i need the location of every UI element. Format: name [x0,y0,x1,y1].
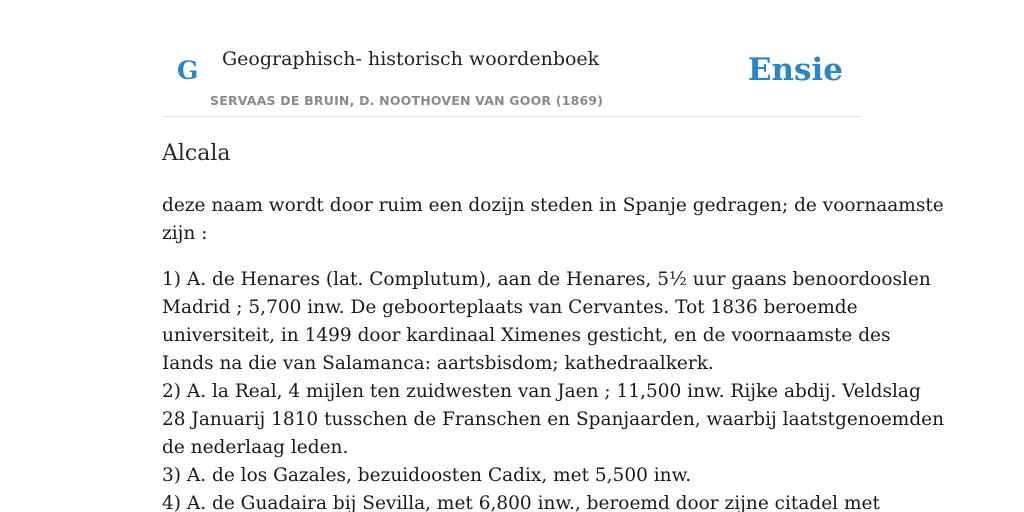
text-line: 28 Januarij 1810 tusschen de Franschen en Spanjaarden, waarbij laatstgenoemden [162,409,945,430]
text-line: 4) A. de Guadaira bij Sevilla, met 6,800 inw., beroemd door zijne citadel met [162,493,880,512]
text-line: 1) A. de Henares (lat. Complutum), aan de Henares, 5½ uur gaans benoordooslen [162,269,931,290]
ensie-logo[interactable]: Ensie [747,52,843,88]
text-line: 2) A. la Real, 4 mijlen ten zuidwesten van Jaen ; 11,500 inw. Rijke abdij. Veldslag [162,381,921,402]
entry-intro [162,192,944,248]
text-line: de nederlaag leden. [162,437,349,458]
text-line: Iands na die van Salamanca: aartsbisdom; kathedraalkerk. [162,353,714,374]
header [162,0,862,117]
text-line: Madrid ; 5,700 inw. De geboorteplaats van Cervantes. Tot 1836 beroemde [162,297,858,318]
text-line: universiteit, in 1499 door kardinaal Ximenes gesticht, en de voornaamste des [162,325,891,346]
entry-content [162,138,945,512]
text-line: 3) A. de los Gazales, bezuidoosten Cadix, met 5,500 inw. [162,465,692,486]
text-line: zijn : [162,223,208,244]
text-line: deze naam wordt door ruim een dozijn steden in Spanje gedragen; de voornaamste [162,195,944,216]
entry-title: Alcala [162,141,231,166]
book-logo[interactable]: G [177,56,199,85]
book-title-link[interactable]: Geographisch- historisch woordenboek [222,48,600,70]
entry-body [162,266,945,512]
book-authors: SERVAAS DE BRUIN, D. NOOTHOVEN VAN GOOR (1869) [210,93,604,108]
